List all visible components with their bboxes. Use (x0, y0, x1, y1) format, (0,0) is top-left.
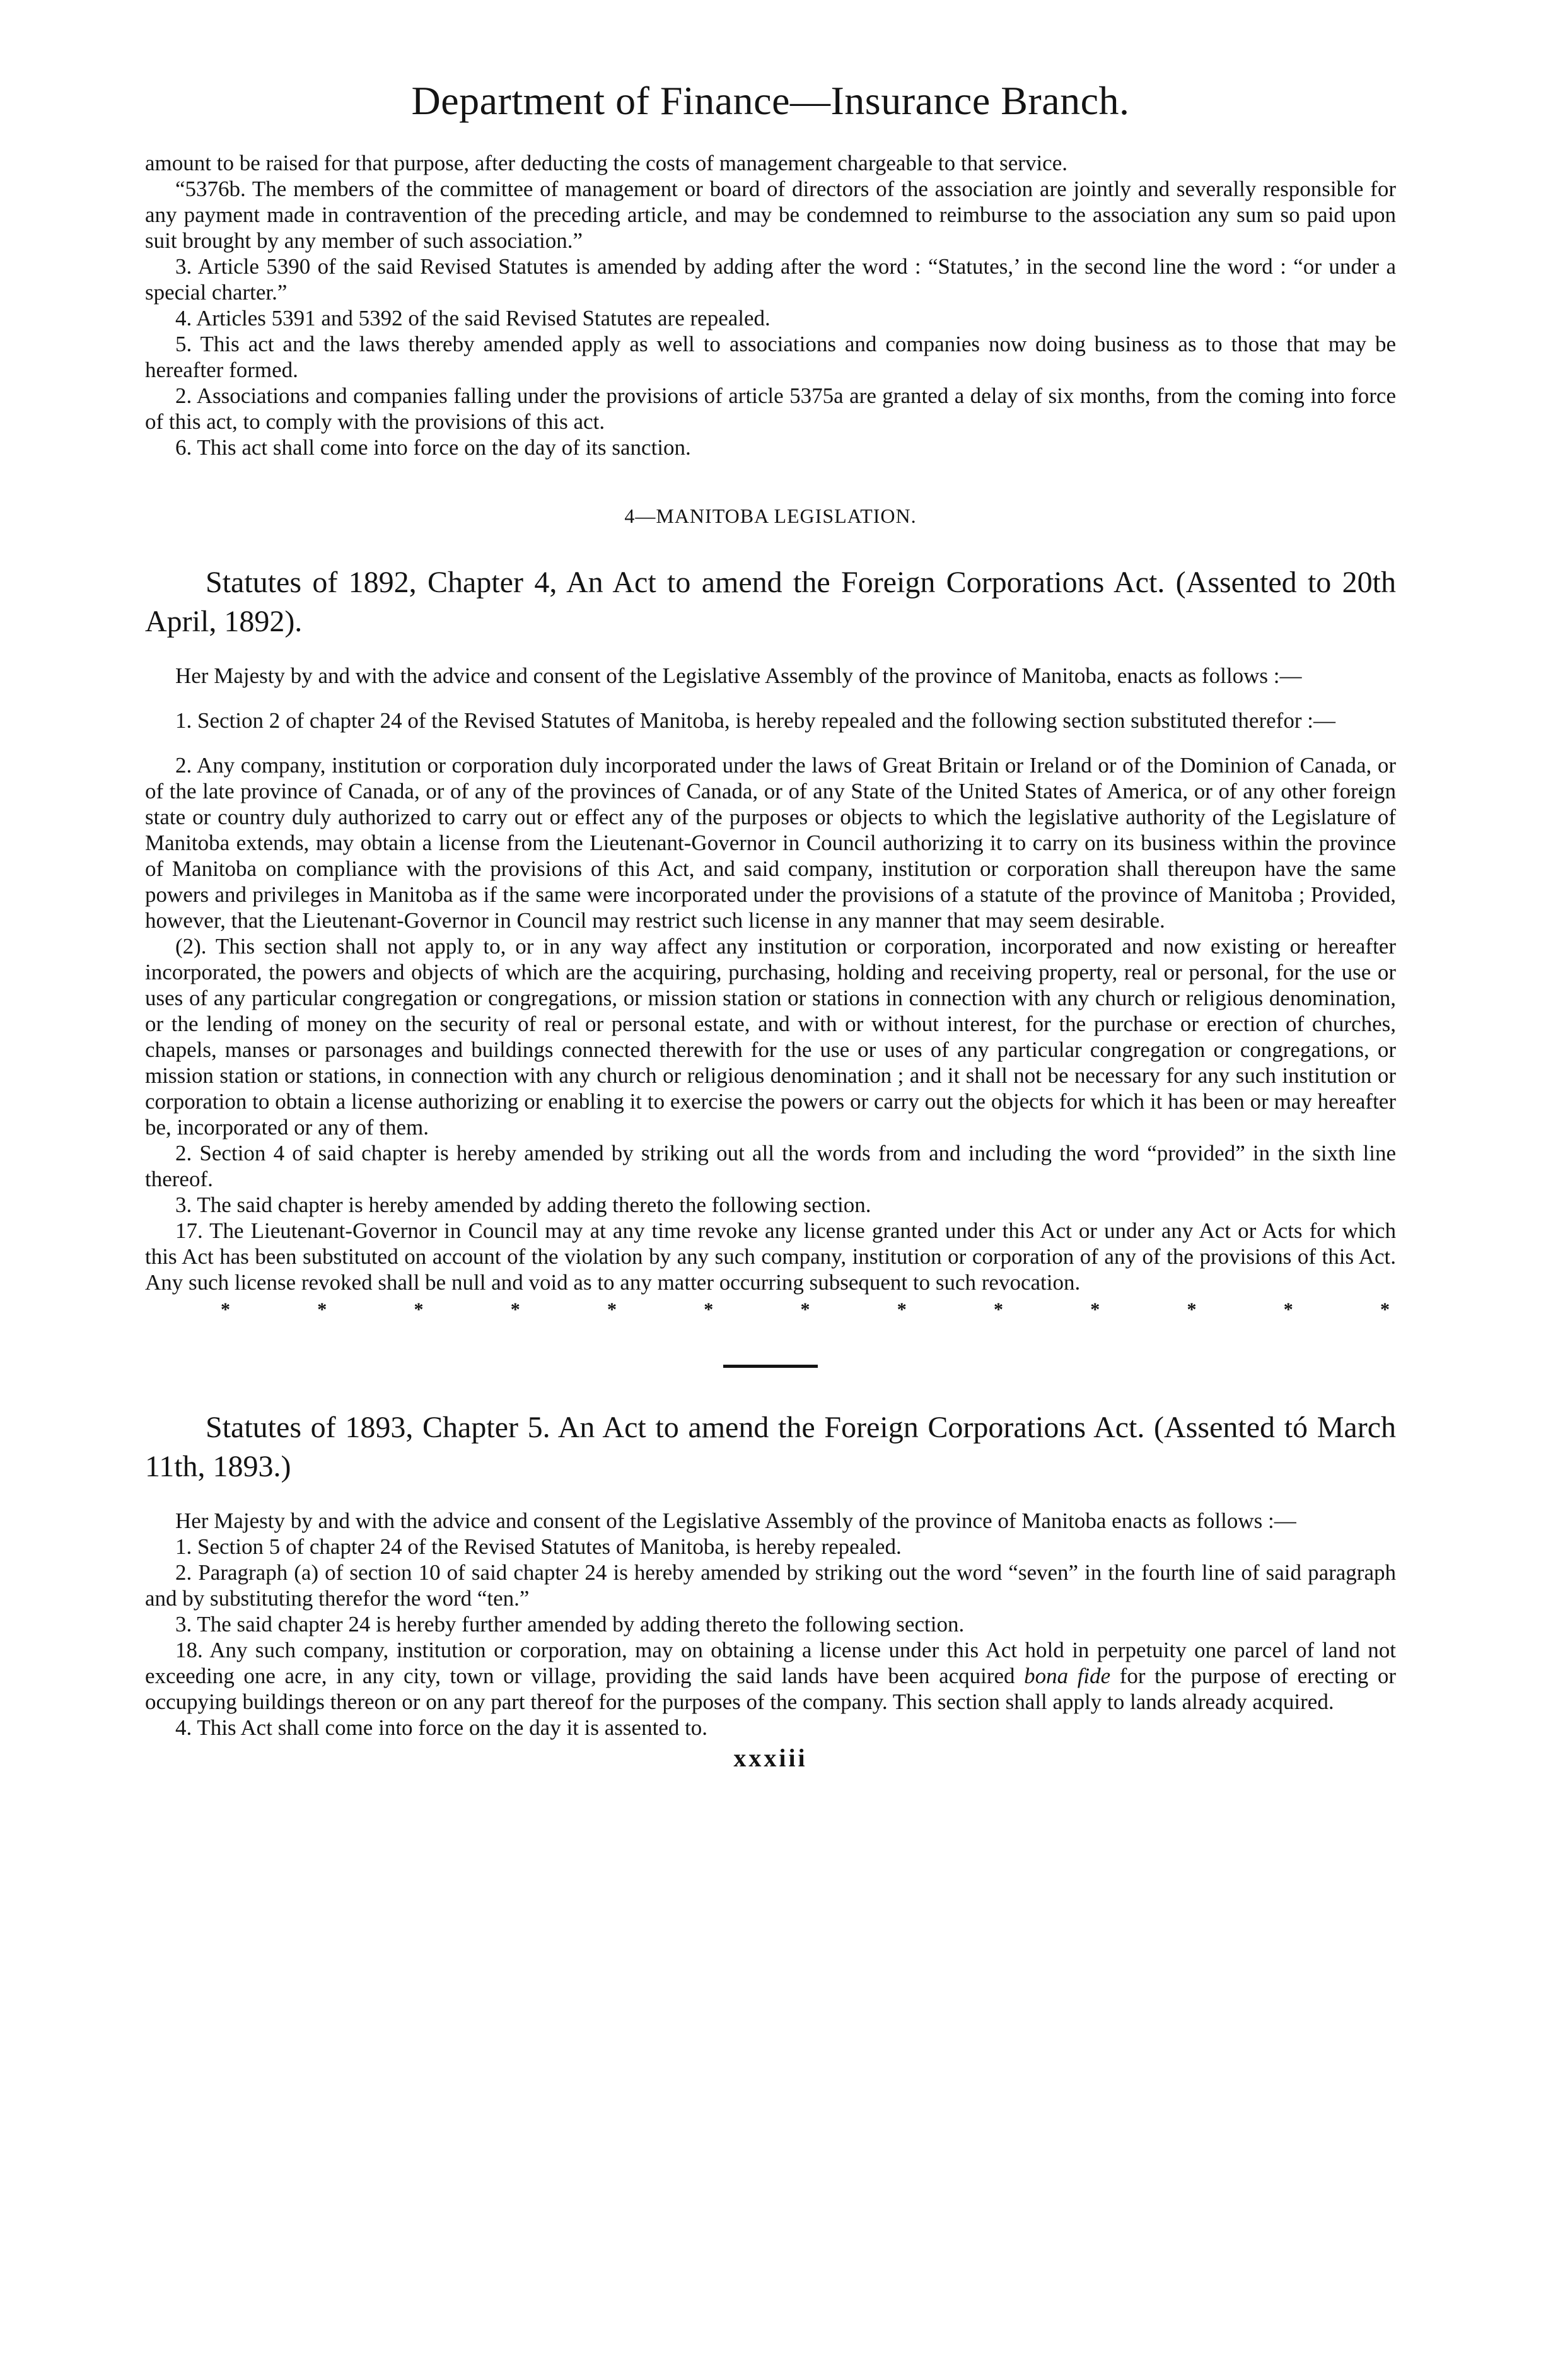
asterisk: * (1090, 1299, 1100, 1320)
statute-1893-section-2: 2. Paragraph (a) of section 10 of said chapter 24 is hereby amended by striking out the word “seven” in the fourth line of said paragraph and by substituting therefor the word “ten.” (145, 1560, 1396, 1611)
section-18-italic-phrase: bona fide (1024, 1664, 1111, 1688)
paragraph-continuation: amount to be raised for that purpose, after deducting the costs of management chargeable to that service. (145, 151, 1067, 175)
asterisk: * (221, 1299, 230, 1320)
document-page (145, 76, 1396, 1773)
paragraph-article-5376b: “5376b. The members of the committee of management or board of directors of the association are jointly and severally responsible for any payment made in contravention of the preceding article, and may be condemned to reimburse to the association any sum so paid upon suit brought by any member of such association.” (145, 177, 1396, 253)
statute-1892-section-3: 3. The said chapter is hereby amended by adding thereto the following section. (175, 1193, 871, 1217)
statute-1893-section-18 (145, 1637, 1396, 1715)
section-18-text-a: 18. Any such company, institution or corporation, may on obtaining a license under this Act hold in perpetuity one parcel of land not exceeding one acre, in any city, town or village, providing the said lands have been acquired (145, 1638, 1396, 1688)
statute-1893-section-1: 1. Section 5 of chapter 24 of the Revised Statutes of Manitoba, is hereby repealed. (175, 1534, 902, 1559)
paragraph-section-3: 3. Article 5390 of the said Revised Statutes is amended by adding after the word : “Statutes,’ in the second line the word : “or under a special charter.” (145, 254, 1396, 305)
statute-1892-enacting-clause: Her Majesty by and with the advice and consent of the Legislative Assembly of the province of Manitoba, enacts as follows :— (175, 663, 1302, 688)
asterisk: * (800, 1299, 810, 1320)
statute-1892-section-2: 2. Any company, institution or corporation duly incorporated under the laws of Great Britain or Ireland or of the Dominion of Canada, or of the late province of Canada, or of any of the provinces of Canada, or of any State of the United States of America, or of any other foreign state or country duly authorized to carry out or effect any of the purposes or objects to which the legislative authority of the Legislature of Manitoba extends, may obtain a license from the Lieutenant-Governor in Council authorizing it to carry on its business within the province of Manitoba on compliance with the provisions of this Act, and said company, institution or corporation shall thereupon have the same powers and privileges in Manitoba as if the same were incorporated under the provisions of a statute of the province of Manitoba ; Provided, however, that the Lieutenant-Governor in Council may restrict such license in any manner that may seem desirable. (145, 753, 1396, 933)
asterisk: * (1283, 1299, 1293, 1320)
horizontal-rule (723, 1365, 818, 1368)
statute-1893-section-3: 3. The said chapter 24 is hereby further amended by adding thereto the following section. (175, 1612, 965, 1636)
paragraph-section-2-delay: 2. Associations and companies falling under the provisions of article 5375a are granted a delay of six months, from the coming into force of this act, to comply with the provisions of this act. (145, 383, 1396, 434)
statute-1893 (145, 1408, 1396, 1741)
asterisk: * (414, 1299, 424, 1320)
statute-1892-section-17: 17. The Lieutenant-Governor in Council may at any time revoke any license granted under this Act or under any Act or Acts for which this Act has been substituted on account of the violation by any such company, institution or corporation of any of the provisions of this Act. Any such license revoked shall be null and void as to any matter occurring subsequent to such revocation. (145, 1218, 1396, 1295)
statute-1892-section-2b: 2. Section 4 of said chapter is hereby amended by striking out all the words from and including the word “provided” in the sixth line thereof. (145, 1141, 1396, 1191)
statute-1892 (145, 563, 1396, 1321)
statute-1893-section-4: 4. This Act shall come into force on the day it is assented to. (175, 1715, 708, 1740)
asterisk: * (607, 1299, 617, 1320)
paragraph-section-6: 6. This act shall come into force on the day of its sanction. (175, 435, 691, 460)
paragraph-section-4: 4. Articles 5391 and 5392 of the said Revised Statutes are repealed. (175, 306, 770, 330)
section-heading: 4—MANITOBA LEGISLATION. (624, 505, 917, 527)
section-18-text-b: for the purpose of erecting or occupying buildings thereon or on any part thereof for the purposes of the company. This section shall apply to lands already acquired. (145, 1664, 1397, 1714)
page-number: xxxiii (733, 1744, 808, 1772)
page-header: Department of Finance—Insurance Branch. (411, 78, 1130, 123)
paragraph-section-5: 5. This act and the laws thereby amended apply as well to associations and companies now doing business as to those that may be hereafter formed. (145, 332, 1396, 382)
statute-1892-section-1: 1. Section 2 of chapter 24 of the Revised Statutes of Manitoba, is hereby repealed and the following section substituted therefor :— (175, 708, 1335, 733)
asterisk-divider (145, 1299, 1396, 1321)
statute-1893-enacting-clause: Her Majesty by and with the advice and consent of the Legislative Assembly of the province of Manitoba enacts as follows :— (175, 1508, 1296, 1533)
asterisk: * (510, 1299, 520, 1320)
asterisk: * (1187, 1299, 1197, 1320)
asterisk: * (317, 1299, 327, 1320)
top-provisions (145, 150, 1396, 460)
asterisk: * (704, 1299, 714, 1320)
statute-1892-title: Statutes of 1892, Chapter 4, An Act to amend the Foreign Corporations Act. (Assented to 20th April, 1892). (145, 566, 1396, 638)
statute-1893-title: Statutes of 1893, Chapter 5. An Act to amend the Foreign Corporations Act. (Assented tó March 11th, 1893.) (145, 1411, 1396, 1483)
asterisk: * (897, 1299, 907, 1320)
statute-1892-section-2-sub-2: (2). This section shall not apply to, or in any way affect any institution or corporation, incorporated and now existing or hereafter incorporated, the powers and objects of which are the acquiring, purchasing, holding and receiving property, real or personal, for the use or uses of any particular congregation or congregations, or mission station or stations in connection with any church or religious denomination, or the lending of money on the security of real or personal estate, and with or without interest, for the purchase or erection of churches, chapels, manses or parsonages and buildings connected therewith for the use or uses of any particular congregation or congregations, or mission station or stations, in connection with any church or religious denomination ; and it shall not be necessary for any such institution or corporation to obtain a license authorizing or enabling it to exercise the powers or carry out the objects for which it has been or may hereafter be, incorporated or any of them. (145, 934, 1396, 1140)
asterisk: * (994, 1299, 1003, 1320)
asterisk: * (1380, 1299, 1390, 1320)
